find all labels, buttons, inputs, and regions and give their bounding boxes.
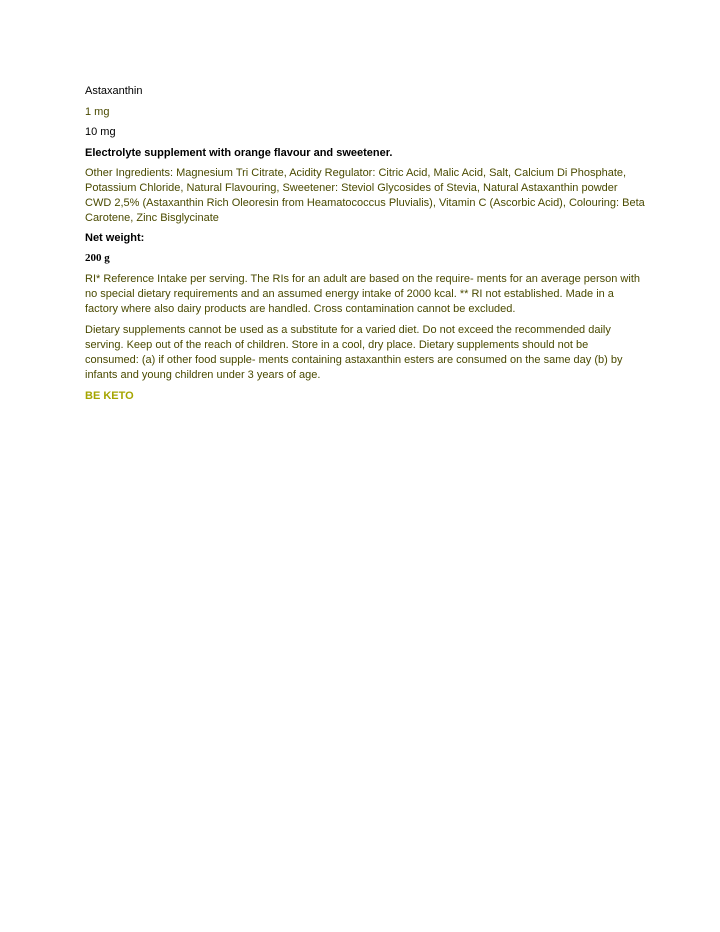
- product-description: Electrolyte supplement with orange flavour and sweetener.: [85, 147, 393, 159]
- reference-intake-note: RI* Reference Intake per serving. The RIs for an adult are based on the require- ments for an average person with no special dietary requirements and an assumed energy intake of 2000 kcal. ** RI not established. Made in a factory where also dairy products are handled. Cross contamination cannot be excluded.: [85, 273, 640, 315]
- net-weight-label: Net weight:: [85, 232, 145, 244]
- warning-text: Dietary supplements cannot be used as a substitute for a varied diet. Do not exceed the recommended daily serving. Keep out of the reach of children. Store in a cool, dry place. Dietary supplements should not be consumed: (a) if other food supple- ments containing astaxanthin esters are consumed on the same day (b) by infants and young children under 3 years of age.: [85, 324, 623, 381]
- other-ingredients: Other Ingredients: Magnesium Tri Citrate, Acidity Regulator: Citric Acid, Malic Acid, Salt, Calcium Di Phosphate, Potassium Chloride, Natural Flavouring, Sweetener: Steviol Glycosides of Stevia, Natural Astaxanthin powder CWD 2,5% (Astaxanthin Rich Oleoresin from Heamatococcus Pluvialis), Vitamin C (Ascorbic Acid), Colouring: Beta Carotene, Zinc Bisglycinate: [85, 167, 645, 224]
- amount-per-serving: 1 mg: [85, 106, 110, 118]
- document-page: [85, 84, 645, 404]
- brand-name: BE KETO: [85, 390, 134, 402]
- amount-per-daily: 10 mg: [85, 126, 116, 138]
- net-weight-value: 200 g: [85, 252, 110, 264]
- ingredient-name: Astaxanthin: [85, 85, 143, 97]
